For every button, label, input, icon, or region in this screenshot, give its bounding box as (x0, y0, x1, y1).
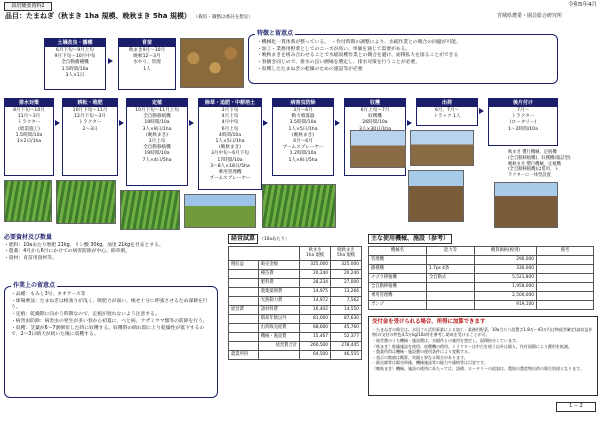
table-cell: 粗収益 (229, 260, 259, 269)
trial-unit: （10aあたり） (259, 237, 290, 242)
table-row (369, 255, 594, 264)
table-cell: 20,240 (300, 269, 331, 278)
step-line: 3人×8日/1ha (142, 126, 172, 132)
table-cell (537, 291, 594, 300)
table-cell: 播種機 (369, 264, 427, 273)
table-row (369, 300, 594, 309)
requirements-section (4, 234, 224, 263)
header-cell: 概算価格(税別) (475, 246, 537, 255)
step-body (417, 107, 477, 121)
page-title (5, 12, 253, 21)
table-cell: 87,630 (331, 314, 362, 323)
step-line: 秋まき9月～10月 (128, 48, 166, 53)
step-line: 2～3日 (82, 126, 98, 132)
table-cell: 7,562 (331, 296, 362, 305)
step-line: 水やり、管理 (133, 60, 161, 66)
step-line: (暗渠施工) (18, 126, 40, 132)
table-cell: 15,467 (300, 332, 331, 341)
photo-transplanter-machine (494, 182, 558, 228)
flow-arrow (335, 120, 340, 126)
table-cell (427, 291, 475, 300)
step-line: 収穫機 (368, 114, 382, 120)
work-points-title: 作業上の留意点 (13, 282, 56, 289)
step-planting (126, 98, 188, 186)
photo-planter (120, 190, 180, 230)
table-row (229, 260, 362, 269)
step-label: 定植 (127, 99, 187, 107)
step-line: (晩秋まき) (219, 145, 241, 151)
table-cell: 管理機 (369, 255, 427, 264)
flow-arrow (119, 120, 124, 126)
step-line: (晩秋まき) (146, 132, 168, 138)
step-line: トラック 1人 (433, 114, 461, 120)
step-label: 耕耘・堆肥 (63, 99, 117, 107)
photo-harvester (350, 130, 406, 168)
step-line: ブームスプレーヤー (209, 176, 251, 182)
step-line: 10月下旬～11月上旬 (135, 108, 179, 113)
step-label: 後片付け (489, 99, 557, 107)
table-cell: 64,500 (300, 350, 331, 359)
step-line: 乗用管理機 (218, 169, 242, 175)
photo-truck (410, 130, 474, 166)
table-cell: 20,240 (331, 269, 362, 278)
table-cell (258, 350, 299, 359)
trial-table (228, 246, 362, 360)
subsidy-box (368, 316, 598, 396)
features-box (248, 30, 558, 84)
step-line: 8月下旬～10月 (13, 108, 45, 113)
table-cell: 農薬薬剤費 (258, 287, 299, 296)
step-label: 土壌改良・播種 (45, 39, 105, 47)
step-line: 6月上旬 (221, 126, 239, 132)
subsidy-item: ・販売額等は販売単価、機械施設等の能力や価格等は目安です。 (372, 360, 488, 366)
table-cell: 1.7ps 4条 (427, 264, 475, 273)
caption-line: ラクターに一体型設置 (508, 173, 551, 179)
table-cell: 325,000 (300, 260, 331, 269)
step-line: 4月中旬 (221, 120, 239, 126)
step-line: トラクター (17, 120, 41, 126)
organization-name: 宮城県農業・園芸総合研究所 (496, 13, 562, 19)
table-row (229, 287, 362, 296)
trial-title: 経営試算 (228, 234, 258, 244)
step-line: 4月上旬 (221, 114, 239, 120)
machines-title: 主な使用機械、施設（参考） (368, 234, 452, 244)
table-cell: 経営費 (229, 305, 259, 314)
header-cell (229, 246, 300, 260)
requirements-title: 必要資材及び数量 (4, 234, 53, 241)
step-body (199, 107, 261, 183)
step-line: 1.5時間/10a (61, 66, 89, 72)
photo-transplanting (4, 180, 52, 222)
table-cell: 経営費合計 (258, 341, 299, 350)
feature-item: ・晩秋まきを組み合わせることで水稲収穫作業との競合を避け、面積拡大を図ることができる (257, 53, 459, 59)
requirement-item: ・資材：育苗用資材等。 (4, 255, 57, 261)
subsidy-item: ・経営費のうち機械・施設費は、水稲作との兼用を想定し、面積按分しています。 (372, 337, 520, 343)
caption-line: (全自動移植機)は借用、ト (508, 167, 559, 173)
feature-item: ・春播き同じので、排水の良い圃場を選定し、排水対策を行うことが必要。 (257, 60, 421, 66)
step-line: 19時間/10a (144, 151, 170, 157)
table-row (229, 278, 362, 287)
point-item: ・球場乗法：たまねぎは根張りが浅く、吸肥力が弱い。根せ十分に伸張させるため深耕を行う。 (11, 298, 208, 311)
trial-section (228, 234, 362, 360)
table-cell: 農業所得 (229, 350, 259, 359)
table-cell: 13,266 (331, 287, 362, 296)
table-header-row (369, 246, 594, 255)
table-cell (229, 332, 259, 341)
step-line: 3.5時間/10a (289, 120, 317, 126)
step-line: トラクター (511, 114, 535, 120)
step-line: 9月下旬～10月中旬 (54, 54, 96, 60)
step-line: 1.5時間/10a (15, 132, 43, 138)
machines-table (368, 246, 594, 310)
flow-arrow (55, 120, 60, 126)
step-line: 7人×4日/5ha (142, 157, 172, 163)
step-line: 1人×5日/1ha (215, 138, 245, 144)
table-row (229, 296, 362, 305)
step-line: 3月下旬 (221, 108, 239, 113)
photo-field-crew (184, 194, 256, 228)
step-weeding (198, 98, 262, 190)
table-cell: 16,402 (300, 305, 331, 314)
table-cell (229, 269, 259, 278)
step-label: 排水対策 (5, 99, 53, 107)
flow-arrow (263, 120, 268, 126)
table-cell (229, 314, 259, 323)
step-line: 全自動移植機 (143, 145, 171, 151)
step-line: 19時間/10a (144, 120, 170, 126)
step-sowing (44, 38, 106, 90)
table-cell: 肥料費 (258, 278, 299, 287)
requirement-item: ・農薬：4月から6月にかけての病害防除が中心。除草剤。 (4, 249, 131, 255)
caption-line: (全自動移植機)、収穫機(箱詰型) (508, 155, 571, 161)
document-date: 令和5年4月 (568, 2, 597, 8)
step-line: 1.2時間/10a (289, 151, 317, 157)
title-text: 品目：たまねぎ（秋まき 1ha 規模、晩秋まき 5ha 規模） (5, 12, 191, 20)
photo-seedling-tray (56, 180, 116, 224)
step-body (63, 107, 117, 134)
table-cell: 全自動移植機 (369, 282, 427, 291)
table-cell: 330,000 (475, 264, 537, 273)
table-cell: 45,760 (331, 323, 362, 332)
table-cell: 27,000 (331, 278, 362, 287)
table-cell: 325,000 (331, 260, 362, 269)
step-line: 1人×8日/5ha (288, 157, 318, 163)
table-cell: 全自動式 (427, 273, 475, 282)
step-line: 3～8人×18日/5ha (210, 163, 250, 169)
table-cell: 2,500,000 (475, 291, 537, 300)
work-points-box (4, 282, 218, 398)
table-cell: 260,500 (300, 341, 331, 350)
step-line: (晩秋まき) (292, 132, 314, 138)
subsidy-item: （晩秋まき）機械、施設の使用にあたっては、設備、ロータリーの追加は、農協の農産物出荷の場合別途となります。 (372, 365, 584, 371)
step-line: 12月下旬～3月 (74, 114, 106, 120)
table-cell: 14,975 (300, 287, 331, 296)
step-line: 3月～6月 (293, 108, 313, 113)
step-line: トラクター (78, 120, 102, 126)
table-cell: 14,550 (331, 305, 362, 314)
header-cell: 晩秋まき 5ha 規模 (331, 246, 362, 260)
feature-item: ・加工・業務用野菜としてのニーズが高い。単価を通じて需要がある。 (257, 46, 411, 52)
table-row (229, 314, 362, 323)
table-row (369, 264, 594, 273)
point-item: ・病害虫防除：病害虫の発生が多い春から初夏に、べと病、アザミウマ類等の防除を行う。 (11, 318, 208, 324)
table-cell (229, 287, 259, 296)
table-cell: 919,100 (475, 300, 537, 309)
flow-arrow (479, 108, 484, 114)
table-cell: 52,377 (331, 332, 362, 341)
step-body (119, 47, 175, 74)
step-line: ブームスプレーヤー (282, 145, 324, 151)
table-cell: 290,000 (475, 255, 537, 264)
step-pest-control (272, 98, 334, 176)
step-line: 26時間/10a (362, 120, 388, 126)
table-cell: 278,445 (331, 341, 362, 350)
step-line: 3月中旬～6月下旬 (210, 151, 249, 157)
step-line: 6月下旬～9月上旬 (55, 48, 94, 53)
table-cell: 14,972 (300, 296, 331, 305)
table-cell (229, 278, 259, 287)
machines-section (368, 234, 600, 310)
caption-line: 秋まき 慣行機械、定植機 (508, 150, 557, 155)
table-row (229, 350, 362, 359)
step-body (127, 107, 187, 165)
step-line: 4月～6月 (293, 138, 313, 144)
step-label: 除草・追肥・中耕培土 (199, 99, 261, 107)
table-cell: 販売金額 (258, 260, 299, 269)
step-line: 1×2日/1ha (16, 138, 42, 144)
step-line: 3月上旬 (148, 138, 166, 144)
table-cell (537, 273, 594, 282)
step-body (5, 107, 53, 146)
step-line: 全自動移植機 (143, 114, 171, 120)
step-line: 1人×5日/1ha (288, 126, 318, 132)
table-row (229, 341, 362, 350)
step-line: 1人 (143, 66, 151, 72)
table-cell: 諸材料費 (258, 305, 299, 314)
table-row (369, 282, 594, 291)
table-cell (427, 300, 475, 309)
point-item: ・定植：乾燥期に向かう時期なので、定植が遅れないよう注意する。 (11, 312, 160, 318)
step-line: 10月下旬～11月 (72, 108, 108, 113)
table-cell (537, 300, 594, 309)
table-cell: 5,521,800 (475, 273, 537, 282)
point-item: ・収穫：茎葉が6～7割倒伏した時に収穫する。収穫時の晴れ間に上り乾燥性が低下するので、2～3日晴天が続いた後に収穫する。 (11, 325, 205, 338)
page-number: 1 − 2 (556, 402, 596, 412)
subsidy-item: ・表示の数値は概算、実績と異なる場合があります。 (372, 354, 468, 360)
table-cell: 出荷販売経費 (258, 323, 299, 332)
table-row (229, 269, 362, 278)
table-cell: 46,555 (331, 350, 362, 359)
table-cell (537, 255, 594, 264)
table-cell: ポンプ (369, 300, 427, 309)
subsidy-item: ・たまねぎの場合は、水田フル活用事業による加工・業務用野菜、10a当たり設置さ1.8万～43万円は物経営確定(高収益作物)の交付の特色4,5万kg/10a等を参考し助成を受けることが可。 (372, 326, 593, 338)
table-header-row (229, 246, 362, 260)
table-cell: 償却年数以外 (258, 314, 299, 323)
step-line: 全自動播種機 (61, 60, 89, 66)
table-cell: 81,000 (300, 314, 331, 323)
step-line: (ロータリー) (509, 120, 537, 126)
table-cell: 28,234 (300, 278, 331, 287)
flow-arrow (407, 120, 412, 126)
table-row (229, 323, 362, 332)
step-line: 4時間/10a (218, 132, 242, 138)
table-row (229, 305, 362, 314)
header-cell: 機械名 (369, 246, 427, 255)
step-line: 17時間/10a (217, 157, 243, 163)
table-cell (427, 282, 475, 291)
table-cell (537, 264, 594, 273)
subsidy-item: ・農業所得は機械・施設費の使用条件により変動する。 (372, 349, 472, 355)
caption-line: 晩秋まき 慣行機械、定植機 (508, 161, 561, 167)
step-line: 1～2時間/10a (508, 126, 538, 132)
subsidy-title: 交付金を受けられる場合、所得に加算できます (372, 319, 486, 325)
step-label: 病害虫防除 (273, 99, 333, 107)
step-line: 3人×1日 (65, 72, 85, 78)
step-body (489, 107, 557, 134)
photo-seedlings (180, 38, 244, 88)
feature-item: ・機械化一貫体系が整っている。 ・作付時期の調整により、水稲作業との競合の回避が可能。 (257, 40, 461, 45)
step-body (273, 107, 333, 165)
table-row (229, 332, 362, 341)
table-cell: 種苗費 (258, 269, 299, 278)
table-cell (229, 323, 259, 332)
flow-arrow (108, 58, 113, 64)
photo-tractor (408, 170, 464, 222)
title-note: （栽培・調整は委託を想定） (193, 15, 254, 20)
flow-arrow (189, 120, 194, 126)
subsidy-item: （秋まき）乾燥施設を使用、収穫機の借用、トラクターは中古を使う以外は個人、作付面積により費用を低減。 (372, 343, 572, 349)
table-cell (537, 282, 594, 291)
step-line: 晩秋12～3月 (133, 54, 161, 60)
table-cell: 光熱動力費 (258, 296, 299, 305)
step-drainage (4, 98, 54, 176)
table-cell (427, 255, 475, 264)
table-row (369, 291, 594, 300)
step-label: 育苗 (119, 39, 175, 47)
step-line: 6月、7月～ (434, 108, 460, 113)
step-shipping (416, 98, 478, 126)
table-cell: 68,600 (300, 323, 331, 332)
step-cleanup (488, 98, 558, 146)
step-line: 動力噴霧器 (291, 114, 315, 120)
header-cell: 備考 (537, 246, 594, 255)
step-label: 出荷 (417, 99, 477, 107)
step-line: 11月～3月 (17, 114, 41, 120)
table-row (369, 273, 594, 282)
features-title: 特徴と留意点 (257, 30, 294, 37)
photo-growing-field (262, 184, 336, 228)
feature-item: ・収穫したたまねぎの乾燥のための施設等が必要 (257, 66, 363, 72)
step-tillage (62, 98, 118, 176)
requirement-item: ・肥料：10aあたり堆肥 21kg、リン酸 30kg、加里 21kgを目安とする。 (4, 242, 164, 248)
table-cell (229, 296, 259, 305)
step-line: 6月上旬～7月 (360, 108, 390, 113)
step-line: 7月～ (516, 108, 530, 113)
table-cell: 1,958,000 (475, 282, 537, 291)
header-cell: 秋まき 1ha 規模 (300, 246, 331, 260)
step-body (45, 47, 105, 80)
table-cell: 機械・施設費 (258, 332, 299, 341)
table-cell: ナプラ移植機 (369, 273, 427, 282)
table-cell: 乗用管理機 (369, 291, 427, 300)
header-cell: 能力等 (427, 246, 475, 255)
document-tag: 栽培概要資料2 (4, 2, 52, 11)
photo-caption (508, 150, 600, 179)
step-label: 収穫 (345, 99, 405, 107)
step-nursery (118, 38, 176, 90)
table-cell (229, 341, 259, 350)
point-item: ・品種：もみじ3号、ネオアース等 (11, 292, 86, 297)
